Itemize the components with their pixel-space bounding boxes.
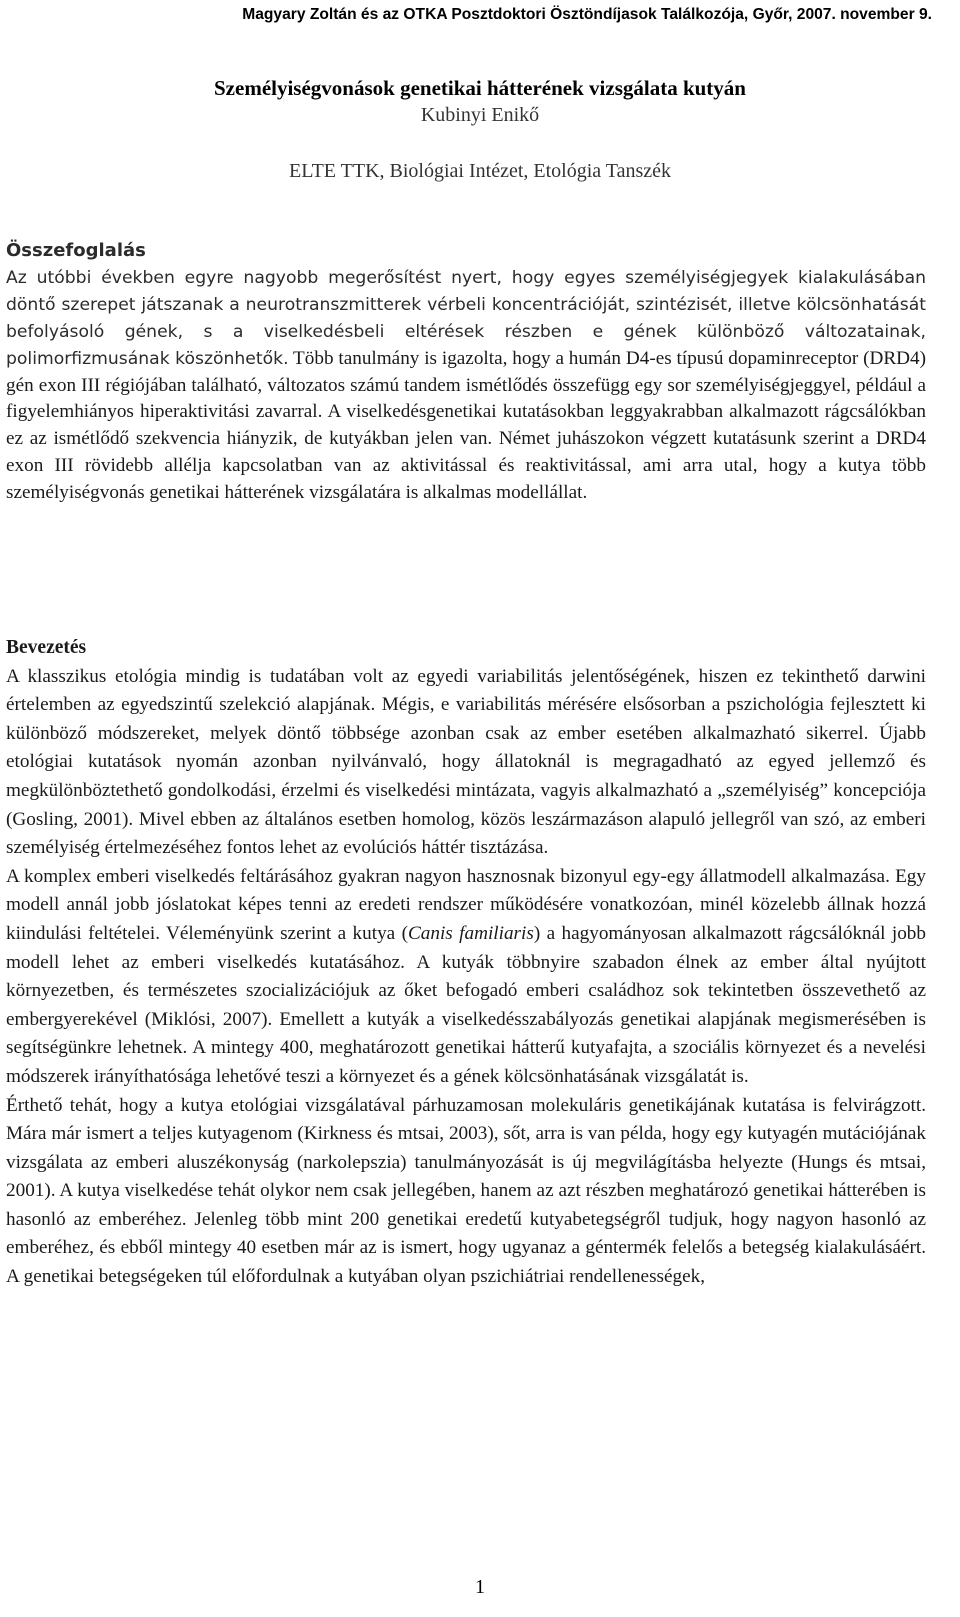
page-number: 1 [475, 1576, 485, 1598]
intro-p2-after: ) a hagyományosan alkalmazott rágcsálóknál jobb modell lehet az emberi viselkedés kutatásához. A kutyák többnyire szabadon élnek az ember által nyújtott környezetben, és természetes szocializációjuk az őket befogadó emberi családhoz sok tekintetben összevethető az embergyerekével (Miklósi, 2007). Emellett a kutyák a viselkedésszabályozás genetikai alapjának megismerésében is segítségünkre lehetnek. A mintegy 400, meghatározott genetikai hátterű kutyafajta, a szociális környezet és a nevelési módszerek irányíthatósága lehetővé teszi a környezet és a gének kölcsönhatásának vizsgálatát is. [6, 922, 926, 1087]
conference-header: Magyary Zoltán és az OTKA Posztdoktori Ösztöndíjasok Találkozója, Győr, 2007. november 9. [242, 6, 932, 23]
abstract-section [6, 238, 926, 507]
author-name: Kubinyi Enikő [420, 104, 540, 126]
intro-paragraph-1: A klasszikus etológia mindig is tudatában volt az egyedi variabilitás jelentőségének, hiszen ez tekinthető darwini értelemben az egyedszintű szelekció alapjának. Mégis, e variabilitás mérésére elsősorban a pszichológia fejlesztett ki különböző módszereket, melyek döntő többsége azonban csak az ember esetében alkalmazható sikerrel. Újabb etológiai kutatások nyomán azonban nyilvánvaló, hogy állatoknál is megragadható az egyed jellemző és megkülönböztethető gondolkodási, érzelmi és viselkedési mintázata, vagyis alkalmazható a „személyiség” koncepciója (Gosling, 2001). Mivel ebben az általános esetben homolog, közös leszármazáson alapuló jellegről van szó, az emberi személyiség értelmezéséhez fontos lehet az evolúciós háttér tisztázása. [6, 665, 926, 859]
introduction-section [6, 634, 926, 1292]
intro-p2-before: A komplex emberi viselkedés feltárásához gyakran nagyon hasznosnak bizonyul egy-egy állatmodell alkalmazása. Egy modell annál jobb jóslatokat képes tenni az eredeti rendszer működésére vonatkozóan, minél közelebb állnak hozzá kiindulási feltételei. Véleményünk szerint a kutya ( [6, 865, 926, 944]
paper-title: Személyiségvonások genetikai hátterének vizsgálata kutyán [214, 76, 746, 100]
abstract-text-1: Az utóbbi években egyre nagyobb megerősítést nyert, hogy egyes személyiségjegyek kialakulásában döntő szerepet játszanak a neurotranszmitterek vérbeli koncentrációját, szintézisét, illetve kölcsönhatását befolyásoló gének, s a viselkedésbeli eltérések részben e gének különböző változatainak, polimorfizmusának köszönhetők. [6, 267, 926, 369]
abstract-text-3: A viselkedésgenetikai kutatásokban leggyakrabban alkalmazott rágcsálókban ez az ismétlődő szekvencia hiányzik, de kutyákban jelen van. Német juhászokon végzett kutatásunk szerint a DRD4 exon III rövidebb allélja kapcsolatban van az aktivitással és reaktivitással, ami arra utal, hogy a kutya több személyiségvonás genetikai hátterének vizsgálatára is alkalmas modellállat. [6, 401, 926, 504]
affiliation: ELTE TTK, Biológiai Intézet, Etológia Tanszék [288, 160, 672, 182]
introduction-heading: Bevezetés [6, 637, 87, 658]
intro-paragraph-2 [6, 863, 926, 1092]
intro-paragraph-3: Érthető tehát, hogy a kutya etológiai vizsgálatával párhuzamosan molekuláris genetikájának kutatása is felvirágzott. Mára már ismert a teljes kutyagenom (Kirkness és mtsai, 2003), sőt, arra is van példa, hogy egy kutyagén mutációjának vizsgálata az emberi aluszékonyság (narkolepszia) tanulmányozását is új megvilágításba helyezte (Hungs és mtsai, 2001). A kutya viselkedése tehát olykor nem csak jellegében, hanem az azt részben meghatározó genetikai hátterében is hasonló az emberéhez. Jelenleg több mint 200 genetikai eredetű kutyabetegségről tudjuk, hogy nagyon hasonló az emberéhez, és ebből mintegy 40 esetben már az is ismert, hogy ugyanaz a géntermék felelős a betegség kialakulásáért. A genetikai betegségeken túl előfordulnak a kutyában olyan pszichiátriai rendellenességek, [6, 1094, 926, 1288]
abstract-text-2: Több tanulmány is igazolta, hogy a humán D4-es típusú dopaminreceptor (DRD4) gén exon III régiójában található, változatos számú tandem ismétlődés összefügg egy sor személyiségjeggyel, például a figyelemhiányos hiperaktivitási zavarral. [6, 347, 926, 423]
abstract-paragraph [6, 265, 926, 507]
abstract-heading: Összefoglalás [6, 240, 146, 261]
species-name: Canis familiaris [407, 922, 534, 944]
